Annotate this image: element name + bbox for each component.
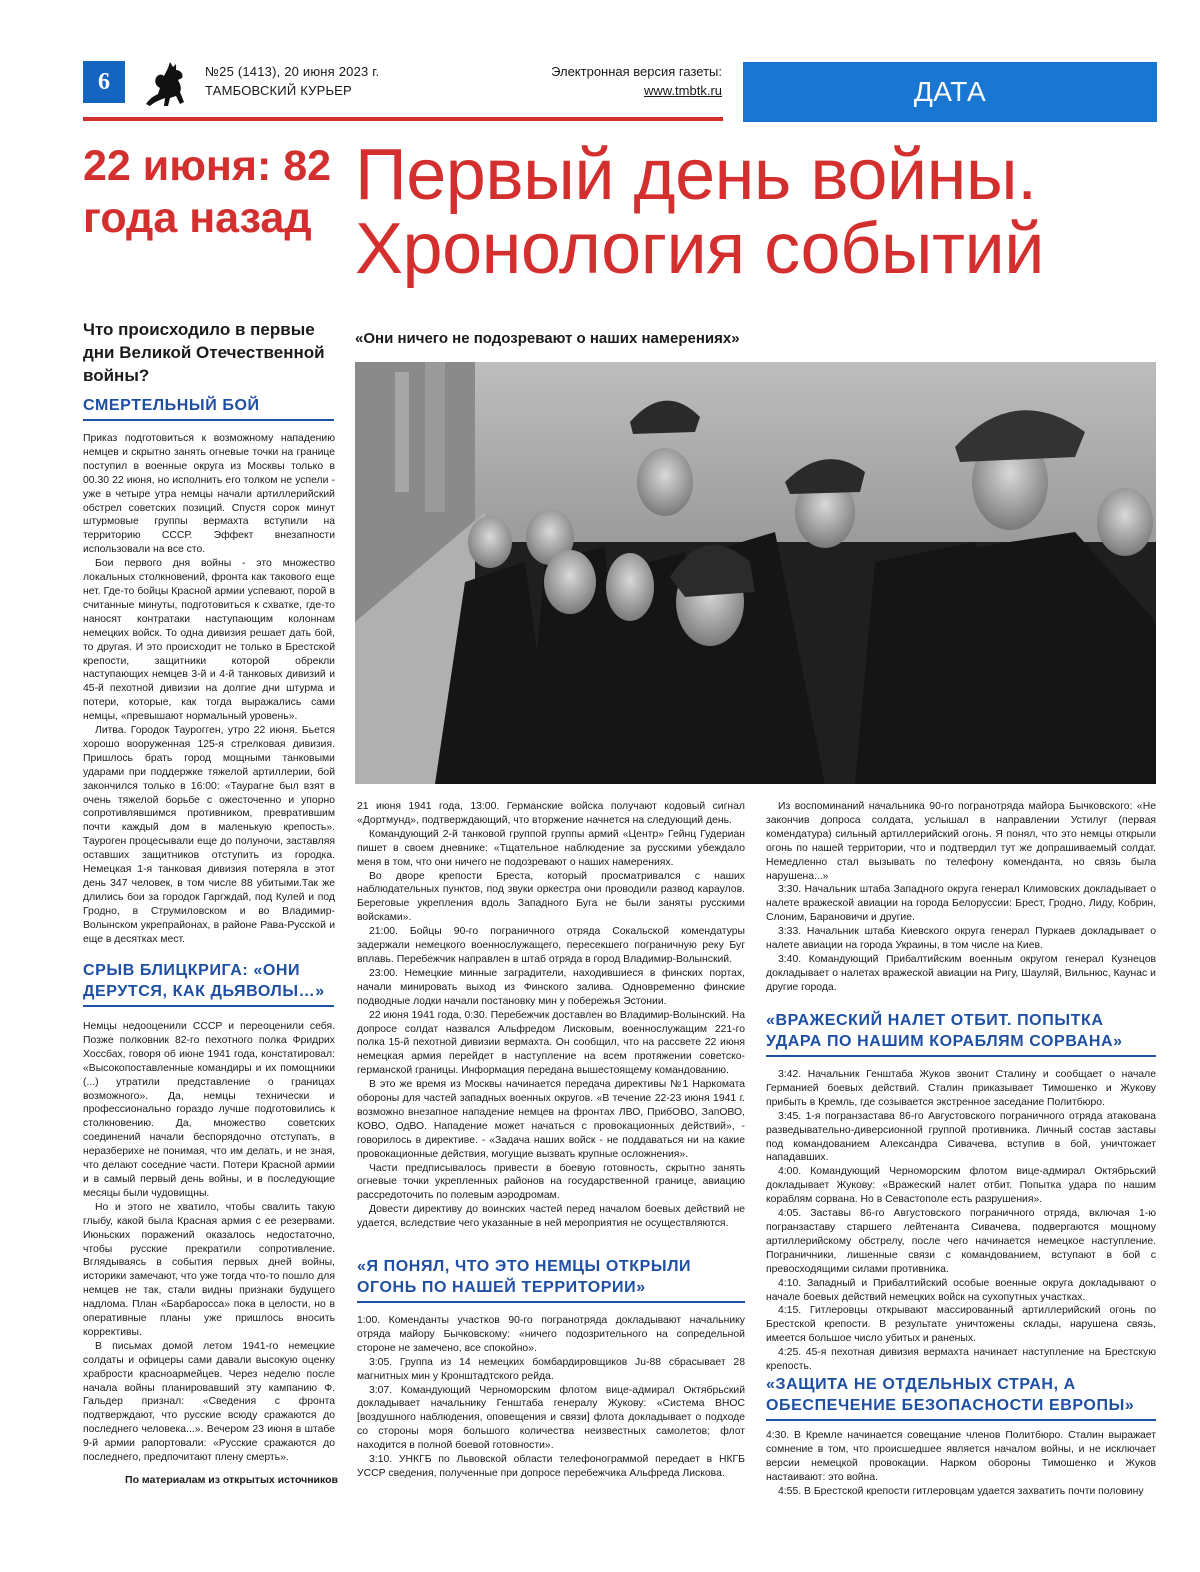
subheading-europe-security: «ЗАЩИТА НЕ ОТДЕЛЬНЫХ СТРАН, А ОБЕСПЕЧЕНИЕ БЕЗОПАСНОСТИ ЕВРОПЫ»	[766, 1374, 1156, 1421]
subheading-blitzkrieg: СРЫВ БЛИЦКРИГА: «ОНИ ДЕРУТСЯ, КАК ДЬЯВОЛЫ…»	[83, 960, 334, 1007]
main-col2-body-3	[766, 1429, 1156, 1499]
paragraph: Бои первого дня войны - это множество локальных столкновений, фронта как такового еще нет. Где-то бойцы Красной армии успевают, порой в считанные минуты, подготовиться к схватке, где-то наносят контратаки наступающим колоннам немецких войск. То одна дивизия решает дать бой, то другая. И это происходит не только в Брестской крепости, защитники которой обрекли наступающих немцев 3-й и 4-й танковых дивизий и 45-й пехотной дивизии на долгие дни штурма и потери, которые, как тогда выражались сами немцы, «превышают нормальный уровень».	[83, 558, 335, 723]
paper-name: ТАМБОВСКИЙ КУРЬЕР	[205, 83, 352, 98]
paragraph: 3:42. Начальник Генштаба Жуков звонит Сталину и сообщает о начале Германией боевых действий. Сталин приказывает Тимошенко и Жукову прибыть в Кремль, где созывается экстренное заседание Политбюро.	[766, 1069, 1156, 1108]
main-col2-body-2	[766, 1068, 1156, 1374]
crowd-photo	[355, 362, 1156, 784]
main-headline: Первый день войны. Хронология событий	[355, 135, 1044, 289]
paragraph: Довести директиву до воинских частей перед началом боевых действий не удается, вследствие чего указанные в ней мероприятия не осуществляются.	[357, 1204, 745, 1230]
paragraph: 3:05. Группа из 14 немецких бомбардировщиков Ju-88 сбрасывает 28 магнитных мин у Кронштадтского рейда.	[357, 1356, 745, 1382]
site-link[interactable]: www.tmbtk.ru	[643, 83, 722, 98]
deck-question: Что происходило в первые дни Великой Отечественной войны?	[83, 320, 325, 385]
paragraph: Литва. Городок Таурогген, утро 22 июня. Бьется хорошо вооруженная 125-я стрелковая дивизия. Пришлось брать город мощными танковыми ударами при поддержке тяжелой артиллерии, бой закончился только в 16:00: «Таурагне был взят в очень тяжелой борьбе с ожесточенно и упорно сопротивлявшимся противником, превратившим почти каждый дом в маленькую крепость». Тауроген процесывали еще до полуночи, заставляя оставших защитников отступить из городка. Немецкая 1-я танковая дивизия потеряла в этот день 347 человек, в том числе 88 убитыми.Так же длились бои за городок Гаргждай, под Кулей и под Гродно, в Струмиловском и во Владимир-Волынском укрепрайонах, в районе Рава-Русской и еще в десятках мест.	[83, 725, 335, 945]
electronic-version	[500, 62, 722, 100]
paragraph: Командующий 2-й танковой группой группы армий «Центр» Гейнц Гудериан пишет в своем дневнике: «Тщательное наблюдение за русскими убеждало меня в том, что они ничего не подозревают о наших намерениях.	[357, 828, 745, 868]
paragraph: 1:00. Коменданты участков 90-го погранотряда докладывают начальнику отряда майору Бычковскому: «ничего подозрительного на сопредельной стороне не замечено, все спокойно».	[357, 1315, 745, 1354]
page-number: 6	[83, 61, 125, 103]
crowd-photo-image	[355, 362, 1156, 784]
paragraph: 22 июня 1941 года, 0:30. Перебежчик доставлен во Владимир-Волынский. На допросе солдат назвался Альфредом Лисковым, военнослужащим 221-го полка 15-й пехотной дивизии вермахта. Он сообщил, что на рассвете 22 июня немецкая армия перейдет в наступление на всем протяжении советско-германской границы. Информация передана вышестоящему командованию.	[357, 1009, 745, 1077]
paragraph: 4:15. Гитлеровцы открывают массированный артиллерийский огонь по Брестской крепости. В результате уничтожены склады, нарушена связь, имеется большое число убитых и раненых.	[766, 1305, 1156, 1345]
quote-deck: «Они ничего не подозревают о наших намерениях»	[355, 330, 740, 347]
paragraph: 4:10. Западный и Прибалтийский особые военные округа докладывают о начале боевых действий немецких войск на сухопутных участках.	[766, 1277, 1156, 1303]
paragraph: 4:55. В Брестской крепости гитлеровцам удается захватить почти половину	[778, 1485, 1144, 1497]
section-label: ДАТА	[743, 62, 1157, 122]
paragraph: 4:00. Командующий Черноморским флотом вице-адмирал Октябрьский докладывает Жукову: «Вражеский налет отбит. Попытка удара по нашим кораблям сорвана. Но в Севастополе есть разрушения».	[766, 1166, 1156, 1206]
paragraph: 3:30. Начальник штаба Западного округа генерал Климовских докладывает о налете вражеской авиации на города Белоруссии: Брест, Гродно, Лиду, Кобрин, Слоним, Барановичи и другие.	[766, 884, 1156, 924]
paragraph: 3:10. УНКГБ по Львовской области телефонограммой передает в НКГБ УССР сведения, полученные при допросе перебежчика Альфреда Лискова.	[357, 1454, 745, 1479]
main-col1-body	[357, 800, 745, 1231]
paragraph: 4:30. В Кремле начинается совещание членов Политбюро. Сталин выражает сомнение в том, что происшедшее является началом войны, и не исключает версии немецкой провокации. Нарком обороны Тимошенко и Жуков настаивают: это война.	[766, 1430, 1156, 1483]
paragraph: Части предписывалось привести в боевую готовность, скрытно занять огневые точки укрепленных районов на государственной границе, авиацию рассредоточить по полевым аэродромам.	[357, 1162, 745, 1202]
paragraph: Из воспоминаний начальника 90-го погранотряда майора Бычковского: «Не закончив допроса солдата, услышал в направлении Устилуг (первая комендатура) сильный артиллерийский огонь. Я понял, что это немцы открыли огонь по нашей территории, что и подтвердил тут же допрашиваемый солдат. Немедленно стал вызывать по телефону коменданта, но связь была нарушена...»	[766, 801, 1156, 882]
paragraph: 3:45. 1-я погранзастава 86-го Августовского пограничного отряда атакована разведывательно-диверсионной группой противника. Личный состав заставы под командованием Александра Сивачева, вступив в бой, уничтожает нападавших.	[766, 1110, 1156, 1164]
paragraph: 3:33. Начальник штаба Киевского округа генерал Пуркаев докладывает о налете авиации на города Украины, в том числе на Киев.	[766, 926, 1156, 952]
left-body-1	[83, 432, 335, 947]
paragraph: 21 июня 1941 года, 13:00. Германские войска получают кодовый сигнал «Дортмунд», подтверждающий, что вторжение начнется на следующий день.	[357, 801, 745, 826]
paragraph: Во дворе крепости Бреста, который просматривался с наших наблюдательных пунктов, под звуки оркестра они проводили развод караулов. Береговые укрепления вдоль Западного Буга не были заняты русскими войсками».	[357, 870, 745, 924]
horseman-logo-icon	[140, 58, 192, 110]
eversion-label: Электронная версия газеты:	[551, 64, 722, 79]
paragraph: В это же время из Москвы начинается передача директивы №1 Наркомата обороны для частей западных военных округов. «В течение 22-23 июня 1941 г. возможно внезапное нападение немцев на фронтах ЛВО, ПрибОВО, ЗапОВО, КОВО, ОдВО. Нападение может начаться с провокационных действий», - говорилось в директиве. - «Задача наших войск - не поддаваться ни на какие провокационные действия, могущие вызвать крупные осложнения».	[357, 1079, 745, 1160]
issue-info	[205, 62, 379, 100]
paragraph: 4:25. 45-я пехотная дивизия вермахта начинает наступление на Брестскую крепость.	[766, 1347, 1156, 1373]
paragraph: В письмах домой летом 1941-го немецкие солдаты и офицеры сами давали высокую оценку храбрости красноармейцев. Через неделю после начала войны планировавший эту кампанию Ф. Гальдер признал: «Сведения с фронта подтверждают, что русские всюду сражаются до последнего человека...». Вечером 23 июня в штабе 9-й армии рапортовали: «Русские сражаются до последнего, предпочитают плену смерть».	[83, 1340, 335, 1464]
header-divider	[83, 117, 723, 121]
paragraph: 3:40. Командующий Прибалтийским военным округом генерал Кузнецов докладывает о налетах вражеской авиации на Ригу, Шауляй, Вильнюс, Каунас и другие города.	[766, 953, 1156, 993]
kicker-heading: 22 июня: 82 года назад	[83, 142, 332, 242]
paragraph: 4:05. Заставы 86-го Августовского пограничного отряда, включая 1-ю погранзаставу старшего лейтенанта Сивачева, подвергаются мощному артиллерийскому обстрелу, после чего начинается немецкое наступление. Пограничники, лишенные связи с командованием, вступают в бой с превосходящими силами противника.	[766, 1208, 1156, 1275]
subheading-deadly-battle: СМЕРТЕЛЬНЫЙ БОЙ	[83, 395, 334, 421]
paragraph: Немцы недооценили СССР и переоценили себя. Позже полковник 82-го пехотного полка Фридрих Хоссбах, говоря об июне 1941 года, констатировал: «Высокопоставленные командиры и их помощники (...) утратили представление о границах возможного». Да, немцы технически и профессионально гораздо лучше подготовились к столкновению. Да, множество советских соединений начали беспорядочно отступать, в неразберихе не понимая, что им делать, и не зная, что делают соседние части. Потери Красной армии и в самый первый день войны, и в последующие месяцы были чудовищны.	[83, 1021, 335, 1199]
main-col1-body-2	[357, 1314, 745, 1481]
subheading-raid-repelled: «ВРАЖЕСКИЙ НАЛЕТ ОТБИТ. ПОПЫТКА УДАРА ПО НАШИМ КОРАБЛЯМ СОРВАНА»	[766, 1010, 1156, 1057]
paragraph: Приказ подготовиться к возможному нападению немцев и скрытно занять огневые точки на границе поступил в военные округа из Москвы только в 00.30 22 июня, но исполнить его толком не успели - уже в четыре утра немцы начали артиллерийский обстрел советских позиций. Спустя сорок минут штурмовые группы вермахта вступили на территорию СССР. Эффект внезапности использовали на все сто.	[83, 433, 335, 556]
paragraph: Но и этого не хватило, чтобы свалить такую глыбу, какой была Красная армия с ее резервами. Июньских поражений оказалось недостаточно, чтобы русские прекратили сопротивление. Вглядываясь в события первых дней войны, историки замечают, что уже тогда что-то пошло для немцев не так, стали видны признаки будущего надлома. План «Барбаросса» пока в целости, но в оперативные планы уже пришлось вносить коррективы.	[83, 1201, 335, 1338]
main-col2-body	[766, 800, 1156, 995]
issue-number: №25 (1413), 20 июня 2023 г.	[205, 64, 380, 79]
left-body-2	[83, 1020, 335, 1465]
sources-credit: По материалам из открытых источников	[125, 1474, 338, 1486]
paragraph: 23:00. Немецкие минные заградители, находившиеся в финских портах, начали минировать выход из Финского залива. Одновременно финские подводные лодки начали постановку мин у побережья Эстонии.	[357, 967, 745, 1007]
paragraph: 3:07. Командующий Черноморским флотом вице-адмирал Октябрьский докладывает начальнику Генштаба генералу Жукову: «Система ВНОС [воздушного наблюдения, оповещения и связи] флота докладывает о подходе со стороны моря большого количества неизвестных самолетов; флот находится в полной боевой готовности».	[357, 1384, 745, 1452]
subheading-fire-on-territory: «Я ПОНЯЛ, ЧТО ЭТО НЕМЦЫ ОТКРЫЛИ ОГОНЬ ПО НАШЕЙ ТЕРРИТОРИИ»	[357, 1256, 745, 1303]
paragraph: 21:00. Бойцы 90-го пограничного отряда Сокальской комендатуры задержали немецкого военнослужащего, пересекшего пограничную реку Буг вплавь. Перебежчик направлен в штаб отряда в город Владимир-Волынский.	[357, 926, 745, 965]
